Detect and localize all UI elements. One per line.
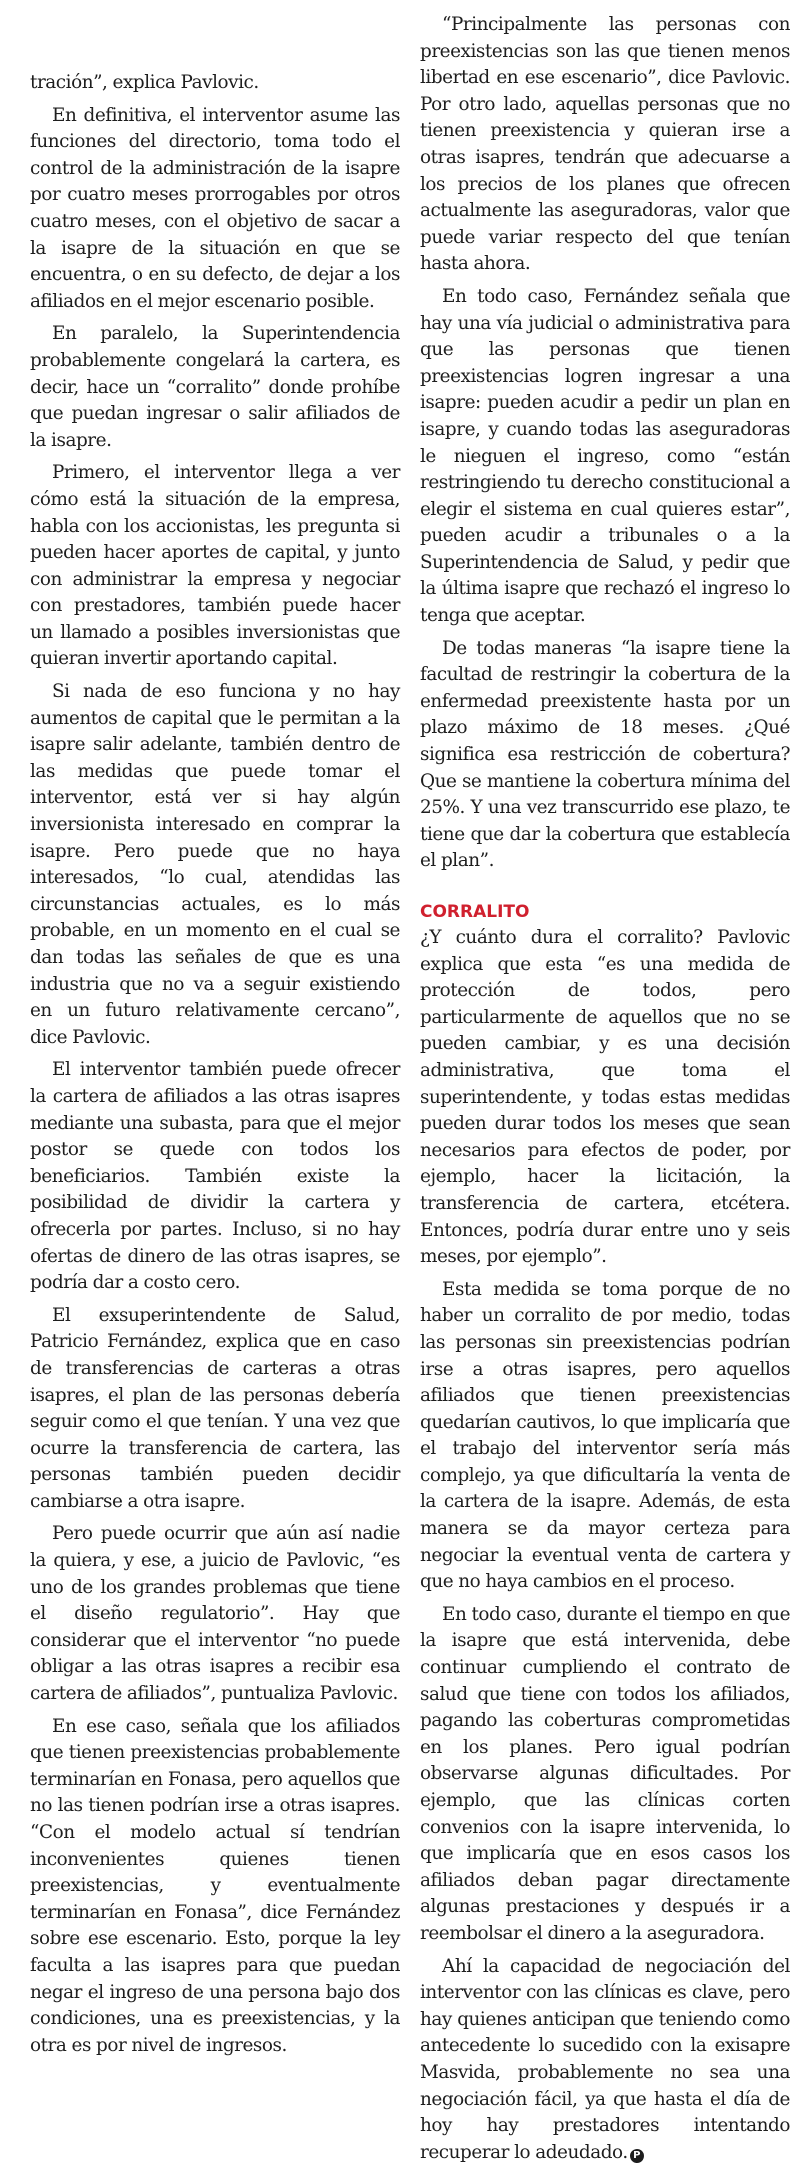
paragraph: De todas maneras “la isapre tiene la facultad de restringir la cobertura de la enfermedad preexistente hasta por un plazo máximo de 18 meses. ¿Qué significa esa restricción de cobertura? Que se mantiene la cobertura mínima del 25%. Y una vez transcurrido ese plazo, te tiene que dar la cobertura que establecía el plan”. [420,637,790,872]
paragraph: Pero puede ocurrir que aún así nadie la quiera, y ese, a juicio de Pavlovic, “es uno de los grandes problemas que tiene el diseño regulatorio”. Hay que considerar que el interventor “no puede obligar a las otras isapres a recibir esa cartera de afiliados”, puntualiza Pavlovic. [30,1523,400,1705]
paragraph: tración”, explica Pavlovic. [30,72,259,93]
section-subhead-corralito: CORRALITO [420,902,530,922]
paragraph: En definitiva, el interventor asume las funciones del directorio, toma todo el control de la administración de la isapre por cuatro meses prorrogables por otros cuatro meses, con el objetivo de sacar a la isapre de la situación en que se encuentra, o en su defecto, de dejar a los afiliados en el mejor escenario posible. [30,104,400,312]
paragraph-text: Ahí la capacidad de negociación del interventor con las clínicas es clave, pero hay quienes anticipan que teniendo como antecedente lo sucedido con la exisapre Masvida, probablemente no sea una negociación fácil, ya que hasta el día de hoy hay prestadores intentando recuperar lo adeudado. [420,1955,790,2163]
paragraph: En ese caso, señala que los afiliados que tienen preexistencias probablemente terminarían en Fonasa, pero aquellos que no las tienen podrían irse a otras isapres. “Con el modelo actual sí tendrían inconvenientes quienes tienen preexistencias, y eventualmente terminarían en Fonasa”, dice Fernández sobre ese escenario. Esto, porque la ley faculta a las isapres para que puedan negar el ingreso de una persona bajo dos condiciones, una es preexistencias, y la otra es por nivel de ingresos. [30,1715,400,2056]
paragraph: El exsuperintendente de Salud, Patricio Fernández, explica que en caso de transferencias de carteras a otras isapres, el plan de las personas debería seguir como el que tenían. Y una vez que ocurre la transferencia de cartera, las personas también pueden decidir cambiarse a otra isapre. [30,1304,400,1512]
paragraph: El interventor también puede ofrecer la cartera de afiliados a las otras isapres mediante una subasta, para que el mejor postor se quede con todos los beneficiarios. También existe la posibilidad de dividir la cartera y ofrecerla por partes. Incluso, si no hay ofertas de dinero de las otras isapres, se podría dar a costo cero. [30,1059,400,1294]
paragraph: ¿Y cuánto dura el corralito? Pavlovic explica que esta “es una medida de protección de todos, pero particularmente de aquellos que no se pueden cambiar, y es una decisión administrativa, que toma el superintendente, y todas estas medidas pueden durar todos los meses que sean necesarios para efectos de poder, por ejemplo, hacer la licitación, la transferencia de cartera, etcétera. Entonces, podría durar entre uno y seis meses, por ejemplo”. [420,927,790,1268]
paragraph: En todo caso, durante el tiempo en que la isapre que está intervenida, debe continuar cumpliendo el contrato de salud que tiene con todos los afiliados, pagando las coberturas comprometidas en los planes. Pero igual podrían observarse algunas dificultades. Por ejemplo, que las clínicas corten convenios con la isapre intervenida, lo que implicaría que en esos casos los afiliados deban pagar directamente algunas prestaciones y después ir a reembolsar el dinero a la aseguradora. [420,1603,790,1944]
paragraph: En todo caso, Fernández señala que hay una vía judicial o administrativa para que las personas que tienen preexistencias logren ingresar a una isapre: pueden acudir a pedir un plan en isapre, y cuando todas las aseguradoras le nieguen el ingreso, como “están restringiendo tu derecho constitucional a elegir el sistema en cual quieres estar”, pueden acudir a tribunales o a la Superintendencia de Salud, y pedir que la última isapre que rechazó el ingreso lo tenga que aceptar. [420,285,790,627]
end-of-article-icon: P [630,2149,644,2163]
article-column-left [30,0,400,2065]
article-column-right [420,0,790,2172]
paragraph: Primero, el interventor llega a ver cómo está la situación de la empresa, habla con los accionistas, les pregunta si pueden hacer aportes de capital, y junto con administrar la empresa y negociar con prestadores, también puede hacer un llamado a posibles inversionistas que quieran invertir aportando capital. [30,462,400,670]
paragraph: Si nada de eso funciona y no hay aumentos de capital que le permitan a la isapre salir adelante, también dentro de las medidas que puede tomar el interventor, está ver si hay algún inversionista interesado en comprar la isapre. Pero puede que no haya interesados, “lo cual, atendidas las circunstancias actuales, es lo más probable, en un momento en el cual se dan todas las señales de que es una industria que no va a seguir existiendo en un futuro relativamente cercano”, dice Pavlovic. [30,681,400,1048]
paragraph: En paralelo, la Superintendencia probablemente congelará la cartera, es decir, hace un “corralito” donde prohíbe que puedan ingresar o salir afiliados de la isapre. [30,323,400,451]
paragraph: “Principalmente las personas con preexistencias son las que tienen menos libertad en ese escenario”, dice Pavlovic. Por otro lado, aquellas personas que no tienen preexistencia y quieran irse a otras isapres, tendrán que adecuarse a los precios de los planes que ofrecen actualmente las aseguradoras, valor que puede variar respecto del que tenían hasta ahora. [420,14,790,275]
paragraph: Esta medida se toma porque de no haber un corralito de por medio, todas las personas sin preexistencias podrían irse a otras isapres, pero aquellos afiliados que tienen preexistencias quedarían cautivos, lo que implicaría que el trabajo del interventor sería más complejo, ya que dificultaría la venta de la cartera de la isapre. Además, de esta manera se da mayor certeza para negociar la eventual venta de cartera y que no haya cambios en el proceso. [420,1278,790,1593]
final-paragraph [420,1954,790,2167]
